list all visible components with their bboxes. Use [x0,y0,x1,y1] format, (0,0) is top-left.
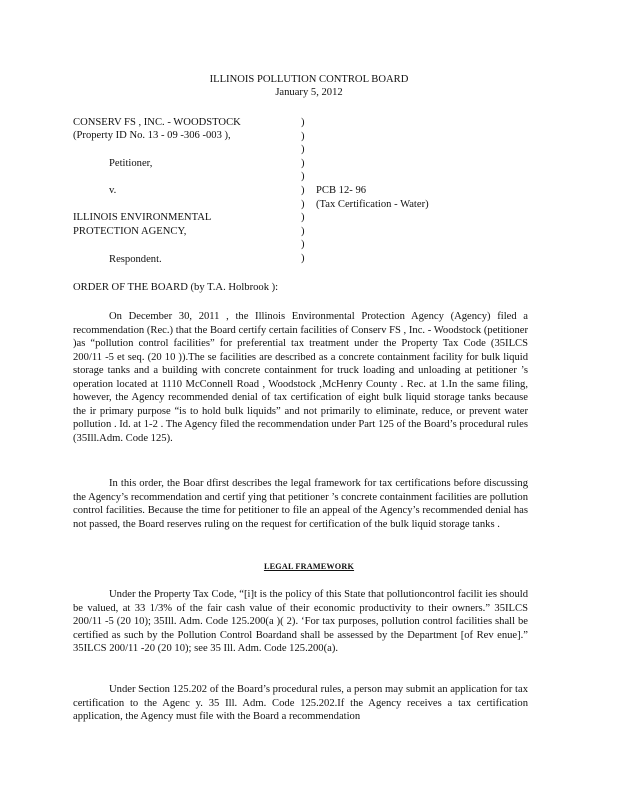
paragraph-legal-framework: Under the Property Tax Code, “[i]t is the policy of this State that pollutioncontrol facilit ies should be valued, at 33 1/3% of the fair cash value of their economic productivity to their owners.” 35ILCS 200/11 -5 (20 10); 35Ill. Adm. Code 125.200(a )( 2). ‘For tax purposes, pollution control facilities shall be certified as such by the Pollution Control Boardand shall be assessed by the Department [of Rev enue].” 35ILCS 200/11 -20 (20 10); see 35 Ill. Adm. Code 125.200(a). [73,589,528,654]
order-date: January 5, 2012 [275,87,343,98]
case-number: PCB 12- 96 [316,185,367,196]
versus-label: v. [109,185,117,196]
petitioner-name: CONSERV FS , INC. - WOODSTOCK [73,117,241,128]
respondent-label: Respondent. [109,254,162,265]
paragraph-intro: On December 30, 2011 , the Illinois Environmental Protection Agency (Agency) filed a recommendation (Rec.) that the Board certify certain facilities of Conserv FS , Inc. - Woodstock (petitioner )as “pollution control facilities” for preferential tax treatment under the Property Tax Code (35ILCS 200/11 -5 et seq. (20 10 )).The se facilities are described as a concrete containment facility for bulk liquid storage tanks and a building with concrete containment for truck loading and unloading at petitioner ’s operation located at 1110 McConnell Road , Woodstock ,McHenry County . Rec. at 1.In the same filing, however, the Agency recommended denial of tax certification of eight bulk liquid storage tanks because the ir primary purpose “is to hold bulk liquids” and not primarily to eliminate, reduce, or prevent water pollution . Id. at 1-2 . The Agency filed the recommendation under Part 125 of the Board’s procedural rules (35Ill.Adm. Code 125). [73,311,528,444]
section-heading-legal-framework: LEGAL FRAMEWORK [263,562,355,571]
caption-parentheses: ) ) ) ) ) ) ) ) ) ) ) [301,117,305,264]
order-title: ORDER OF THE BOARD (by T.A. Holbrook ): [73,282,279,293]
board-name: ILLINOIS POLLUTION CONTROL BOARD [209,74,409,85]
respondent-name-line-1: ILLINOIS ENVIRONMENTAL [73,212,212,223]
respondent-name-line-2: PROTECTION AGENCY, [73,226,187,237]
paragraph-section-125-202: Under Section 125.202 of the Board’s procedural rules, a person may submit an application for tax certification to the Agenc y. 35 Ill. Adm. Code 125.202.If the Agency receives a tax certification application, the Agency must file with the Board a recommendation [73,684,528,722]
paragraph-overview: In this order, the Boar dfirst describes the legal framework for tax certifications before discussing the Agency’s recommendation and certif ying that petitioner ’s concrete containment facilities are pollution control facilities. Because the time for petitioner to file an appeal of the Agency’s recommended denial has not passed, the Board reserves ruling on the request for certification of the bulk liquid storage tanks . [73,478,528,530]
property-id: (Property ID No. 13 - 09 -306 -003 ), [73,130,231,141]
petitioner-label: Petitioner, [109,158,153,169]
case-type: (Tax Certification - Water) [316,199,429,210]
